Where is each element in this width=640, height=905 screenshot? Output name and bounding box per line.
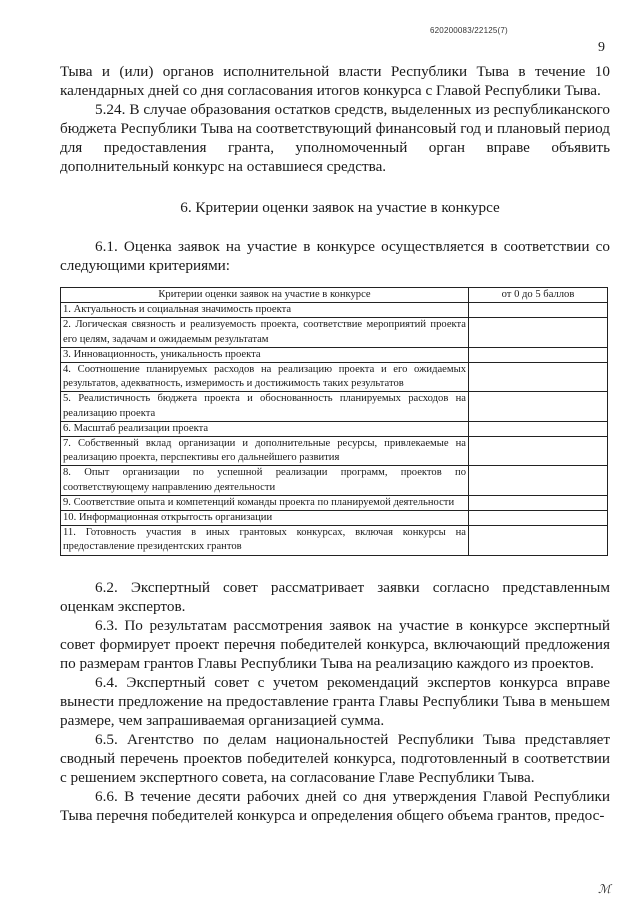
score-cell [469,511,608,526]
paragraph-6-4: 6.4. Экспертный совет с учетом рекомендаций экспертов конкурса вправе вынести предложение на предоставление гранта Главы Республики Тыва в меньшем размере, чем запрашиваемая организацией сумма. [60,673,610,729]
table-row [61,437,608,466]
page-number: 9 [598,40,605,55]
score-column-header: от 0 до 5 баллов [469,288,608,303]
score-cell [469,421,608,436]
handwritten-initials: ℳ [598,882,611,896]
paragraph-6-6: 6.6. В течение десяти рабочих дней со дня утверждения Главой Республики Тыва перечня победителей конкурса и определения общего объема грантов, предос- [60,787,610,824]
score-cell [469,526,608,555]
criterion-cell: 3. Инновационность, уникальность проекта [61,347,469,362]
table-row [61,392,608,421]
table-row [61,526,608,555]
table-row [61,303,608,318]
table-row [61,347,608,362]
criterion-cell: 11. Готовность участия в иных грантовых конкурсах, включая конкурсы на предоставление президентских грантов [61,526,469,555]
criterion-cell: 6. Масштаб реализации проекта [61,421,469,436]
score-cell [469,392,608,421]
paragraph-6-5: 6.5. Агентство по делам национальностей Республики Тыва представляет сводный перечень проектов победителей конкурса, подготовленный в соответствии с решением экспертного совета, на согласование Главе Республики Тыва. [60,730,610,786]
table-header-row [61,288,608,303]
paragraph-continued: Тыва и (или) органов исполнительной власти Республики Тыва в течение 10 календарных дней со дня согласования итогов конкурса с Главой Республики Тыва. [60,63,610,99]
criterion-cell: 1. Актуальность и социальная значимость проекта [61,303,469,318]
criterion-cell: 7. Собственный вклад организации и дополнительные ресурсы, привлекаемые на реализацию проекта, перспективы его дальнейшего развития [61,437,469,466]
score-cell [469,437,608,466]
paragraph-6-1: 6.1. Оценка заявок на участие в конкурсе осуществляется в соответствии со следующими критериями: [60,238,610,274]
paragraph-5-24: 5.24. В случае образования остатков средств, выделенных из республиканского бюджета Республики Тыва на соответствующий финансовый год и плановый период для предоставления гранта, уполномоченный орган вправе объявить дополнительный конкурс на оставшиеся средства. [60,101,610,175]
table-row [61,318,608,347]
section-title: 6. Критерии оценки заявок на участие в конкурсе [180,199,500,216]
table-row [61,495,608,510]
criterion-cell: 4. Соотношение планируемых расходов на реализацию проекта и его ожидаемых результатов, адекватность, измеримость и достижимость таких результатов [61,363,469,392]
criterion-cell: 9. Соответствие опыта и компетенций команды проекта по планируемой деятельности [61,495,469,510]
table-row [61,421,608,436]
table-row [61,466,608,495]
document-id: 620200083/22125(7) [430,26,508,35]
score-cell [469,495,608,510]
criteria-column-header: Критерии оценки заявок на участие в конкурсе [61,288,469,303]
criteria-table [60,287,608,556]
score-cell [469,303,608,318]
score-cell [469,466,608,495]
criterion-cell: 5. Реалистичность бюджета проекта и обоснованность планируемых расходов на реализацию проекта [61,392,469,421]
paragraph-6-3: 6.3. По результатам рассмотрения заявок на участие в конкурсе экспертный совет формирует проект перечня победителей конкурса, включающий предложения по размерам грантов Главы Республики Тыва на реализацию каждого из проектов. [60,616,610,672]
score-cell [469,347,608,362]
criterion-cell: 2. Логическая связность и реализуемость проекта, соответствие мероприятий проекта его целям, задачам и ожидаемым результатам [61,318,469,347]
score-cell [469,363,608,392]
criterion-cell: 10. Информационная открытость организации [61,511,469,526]
document-body [60,62,610,825]
paragraph-6-2: 6.2. Экспертный совет рассматривает заявки согласно представленным оценкам экспертов. [60,578,610,615]
table-row [61,363,608,392]
score-cell [469,318,608,347]
criterion-cell: 8. Опыт организации по успешной реализации программ, проектов по соответствующему направлению деятельности [61,466,469,495]
table-row [61,511,608,526]
